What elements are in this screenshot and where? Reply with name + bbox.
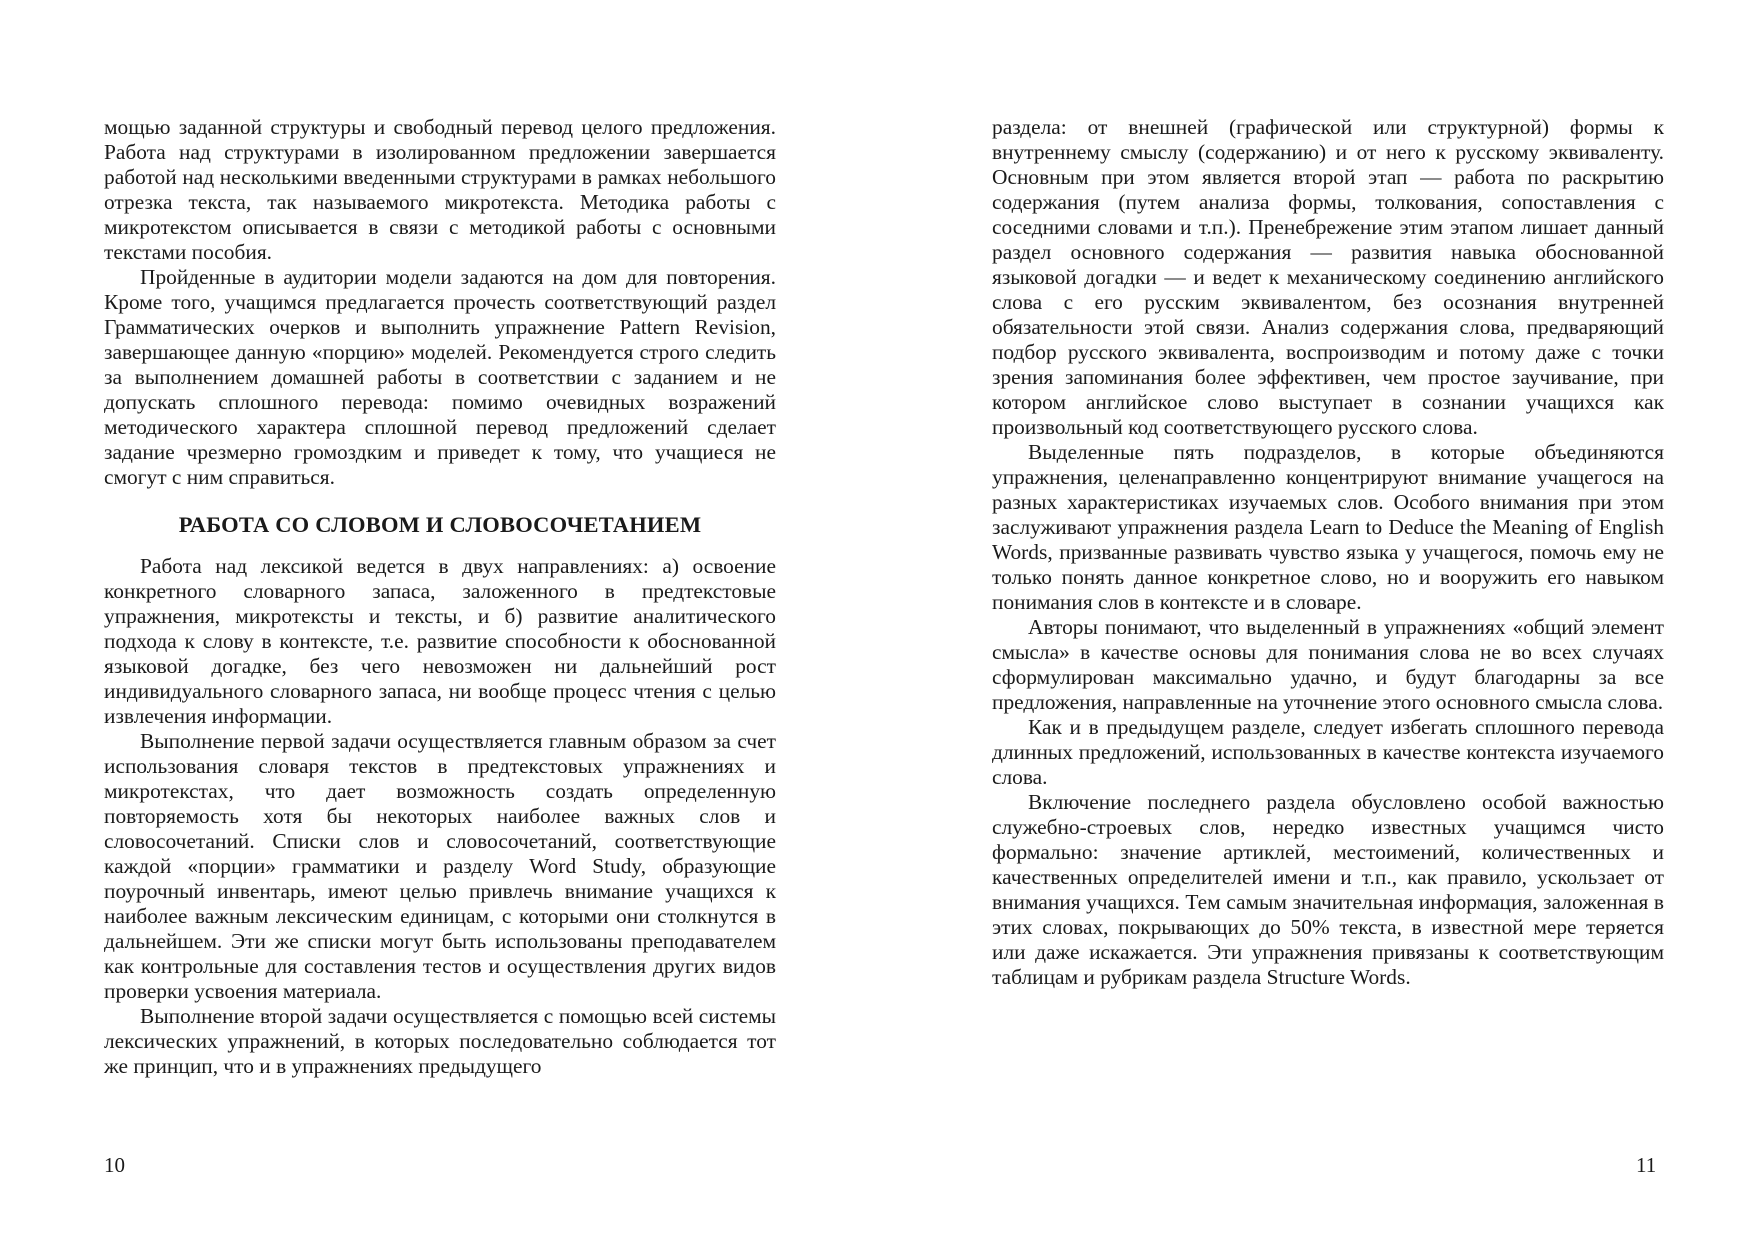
page-number: 10 bbox=[104, 1153, 125, 1177]
left-text-column bbox=[104, 115, 776, 1079]
right-text-column bbox=[992, 115, 1664, 990]
page-number: 11 bbox=[1636, 1153, 1657, 1177]
paragraph: Авторы понимают, что выделенный в упражнениях «общий элемент смысла» в качестве основы для понимания слова не во всех случаях сформулирован максимально удачно, и будут благодарны за все предложения, направленные на уточнение этого основного смысла слова. bbox=[992, 615, 1664, 714]
paragraph: раздела: от внешней (графической или структурной) формы к внутреннему смыслу (содержанию) и от него к русскому эквиваленту. Основным при этом является второй этап — работа по раскрытию содержания (путем анализа формы, толкования, сопоставления с соседними словами и т.п.). Пренебрежение этим этапом лишает данный раздел основного содержания — развития навыка обоснованной языковой догадки — и ведет к механическому соединению английского слова с его русским эквивалентом, без осознания внутренней обязательности этой связи. Анализ содержания слова, предваряющий подбор русского эквивалента, воспроизводим и потому даже с точки зрения запоминания более эффективен, чем простое заучивание, при котором английское слово выступает в сознании учащихся как произвольный код соответствующего русского слова. bbox=[992, 115, 1664, 439]
paragraph: Включение последнего раздела обусловлено особой важностью служебно-строевых слов, нередко известных учащимся чисто формально: значение артиклей, местоимений, количественных и качественных определителей имени и т.п., как правило, ускользает от внимания учащихся. Тем самым значительная информация, заложенная в этих словах, покрывающих до 50% текста, в известной мере теряется или даже искажается. Эти упражнения привязаны к соответствующим таблицам и рубрикам раздела Structure Words. bbox=[992, 790, 1664, 989]
paragraph: мощью заданной структуры и свободный перевод целого предложения. Работа над структурами в изолированном предложении завершается работой над несколькими введенными структурами в рамках небольшого отрезка текста, так называемого микротекста. Методика работы с микротекстом описывается в связи с методикой работы с основными текстами пособия. bbox=[104, 115, 776, 264]
paragraph: Как и в предыдущем разделе, следует избегать сплошного перевода длинных предложений, использованных в качестве контекста изучаемого слова. bbox=[992, 715, 1664, 789]
left-page bbox=[0, 0, 877, 1241]
paragraph: Выполнение первой задачи осуществляется главным образом за счет использования словаря текстов в предтекстовых упражнениях и микротекстах, что дает возможность создать определенную повторяемость хотя бы некоторых наиболее важных слов и словосочетаний. Списки слов и словосочетаний, соответствующие каждой «порции» грамматики и разделу Word Study, образующие поурочный инвентарь, имеют целью привлечь внимание учащихся к наиболее важным лексическим единицам, с которыми они столкнутся в дальнейшем. Эти же списки могут быть использованы преподавателем как контрольные для составления тестов и осуществления других видов проверки усвоения материала. bbox=[104, 729, 776, 1003]
paragraph: Выполнение второй задачи осуществляется с помощью всей системы лексических упражнений, в которых последовательно соблюдается тот же принцип, что и в упражнениях предыдущего bbox=[104, 1004, 776, 1078]
paragraph: Выделенные пять подразделов, в которые объединяются упражнения, целенаправленно концентрируют внимание учащегося на разных характеристиках изучаемых слов. Особого внимания при этом заслуживают упражнения раздела Learn to Deduce the Meaning of English Words, призванные развивать чувство языка у учащегося, помочь ему не только понять данное конкретное слово, но и вооружить его навыком понимания слов в контексте и в словаре. bbox=[992, 440, 1664, 614]
paragraph: Работа над лексикой ведется в двух направлениях: а) освоение конкретного словарного запаса, заложенного в предтекстовые упражнения, микротексты и тексты, и б) развитие аналитического подхода к слову в контексте, т.е. развитие способности к обоснованной языковой догадке, без чего невозможен ни дальнейший рост индивидуального словарного запаса, ни вообще процесс чтения с целью извлечения информации. bbox=[104, 554, 776, 728]
paragraph: Пройденные в аудитории модели задаются на дом для повторения. Кроме того, учащимся предлагается прочесть соответствующий раздел Грамматических очерков и выполнить упражнение Pattern Revision, завершающее данную «порцию» моделей. Рекомендуется строго следить за выполнением домашней работы в соответствии с заданием и не допускать сплошного перевода: помимо очевидных возражений методического характера сплошной перевод предложений сделает задание чрезмерно громоздким и приведет к тому, что учащиеся не смогут с ним справиться. bbox=[104, 265, 776, 489]
section-heading: РАБОТА СО СЛОВОМ И СЛОВОСОЧЕТАНИЕМ bbox=[178, 512, 702, 537]
right-page bbox=[877, 0, 1755, 1241]
